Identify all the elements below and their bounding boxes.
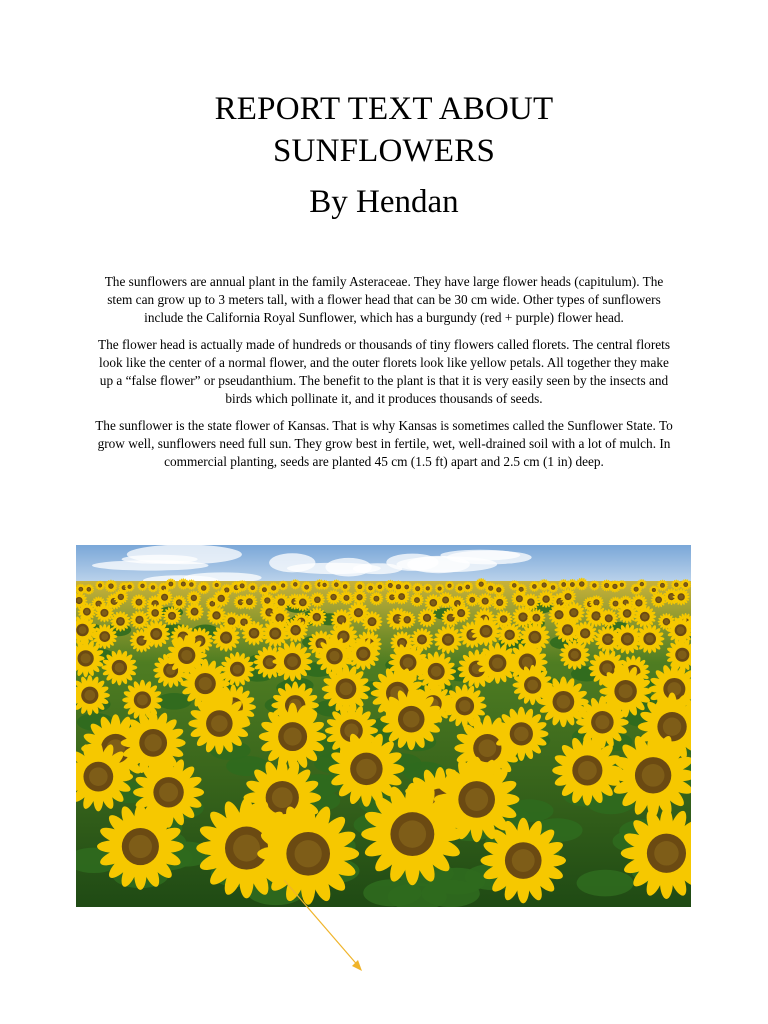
sunflower bbox=[310, 592, 325, 607]
leaf bbox=[577, 870, 634, 897]
sunflower bbox=[142, 620, 170, 648]
sunflower bbox=[268, 582, 280, 594]
annotation-arrow-icon bbox=[270, 858, 380, 978]
sunflower bbox=[165, 578, 176, 589]
sunflower bbox=[105, 580, 118, 593]
sunflower bbox=[412, 583, 424, 595]
sunflower bbox=[95, 603, 114, 622]
sunflower bbox=[410, 593, 424, 607]
leaf bbox=[156, 693, 191, 710]
sunflower bbox=[130, 610, 149, 629]
leaf bbox=[421, 880, 479, 907]
sunflower bbox=[131, 594, 147, 610]
sunflower bbox=[188, 693, 250, 755]
sunflower bbox=[259, 703, 327, 771]
sunflower bbox=[278, 581, 288, 591]
sunflower bbox=[241, 594, 257, 610]
sunflower bbox=[331, 579, 342, 590]
sunflower bbox=[423, 583, 433, 593]
sunflower bbox=[370, 592, 384, 606]
cloud bbox=[396, 556, 497, 572]
sunflower bbox=[212, 623, 240, 651]
sunflower bbox=[573, 621, 597, 645]
sunflower bbox=[185, 602, 204, 621]
sunflower bbox=[552, 735, 622, 805]
sunflower bbox=[212, 580, 222, 590]
sunflower bbox=[480, 818, 566, 904]
sunflower bbox=[339, 591, 353, 605]
document-title bbox=[0, 88, 768, 172]
sunflower bbox=[559, 640, 590, 671]
sunflower bbox=[599, 609, 618, 628]
sunflower bbox=[320, 580, 330, 590]
sunflower bbox=[497, 623, 521, 647]
sunflower bbox=[657, 580, 668, 591]
sunflower bbox=[522, 593, 540, 611]
sunflower bbox=[125, 582, 135, 592]
sunflower bbox=[322, 665, 370, 713]
sunflower bbox=[365, 583, 376, 594]
sunflower bbox=[671, 580, 681, 590]
sunflower bbox=[83, 584, 94, 595]
sunflower bbox=[416, 652, 456, 692]
sunflower-field-photo bbox=[76, 545, 691, 907]
sunflower bbox=[394, 589, 410, 605]
sunflower bbox=[493, 584, 505, 596]
sunflower bbox=[236, 580, 248, 592]
sunflower bbox=[633, 605, 656, 628]
sunflower-field-image bbox=[76, 545, 691, 907]
sunflower bbox=[272, 642, 312, 682]
sunflower bbox=[326, 590, 341, 605]
sunflower bbox=[617, 580, 627, 590]
sunflower bbox=[494, 707, 548, 761]
paragraph-3: The sunflower is the state flower of Kansas. That is why Kansas is sometimes called the Sunflower State. To grow well, sunflowers need full sun. They grow best in fertile, wet, well-drained soil with a lot of mulch. In commercial planting, seeds are planted 45 cm (1.5 ft) apart and 2.5 cm (1 in) deep. bbox=[95, 418, 673, 469]
sunflower bbox=[113, 589, 128, 604]
sunflower bbox=[465, 593, 479, 607]
sunflower bbox=[680, 579, 691, 590]
sunflower bbox=[435, 584, 445, 594]
sunflower bbox=[352, 590, 367, 605]
sunflower bbox=[163, 607, 182, 626]
sunflower bbox=[156, 589, 172, 605]
sunflower bbox=[148, 582, 158, 592]
sunflower bbox=[207, 606, 227, 626]
sunflower bbox=[673, 588, 690, 605]
sunflower bbox=[637, 579, 647, 589]
sunflower bbox=[575, 578, 588, 591]
report-body bbox=[92, 273, 676, 480]
paragraph-1: The sunflowers are annual plant in the family Asteraceae. They have large flower heads (capitulum). The stem can grow up to 3 meters tall, with a flower head that can be 30 cm wide. Other types of sunflowers include the California Royal Sunflower, which has a burgundy (red + purple) flower head. bbox=[104, 274, 664, 325]
sunflower bbox=[95, 581, 105, 591]
sunflower bbox=[197, 582, 210, 595]
sunflower bbox=[399, 611, 416, 628]
sunflower bbox=[102, 650, 138, 686]
sunflower bbox=[471, 616, 501, 646]
sunflower bbox=[247, 582, 258, 593]
sunflower bbox=[434, 625, 463, 654]
author-byline: By Hendan bbox=[309, 184, 459, 220]
sunflower bbox=[462, 581, 473, 592]
title-line-1: REPORT TEXT ABOUT bbox=[214, 91, 554, 127]
paragraph-2: The flower head is actually made of hundreds or thousands of tiny flowers called florets. The central florets look like the center of a normal flower, and the outer florets look like yellow petals. All together they make up a “false flower” or pseudanthium. The benefit to the plant is that it is very easily seen by the insects and birds which pollinate it, and it produces thousands of seeds. bbox=[97, 337, 671, 406]
sunflower bbox=[186, 579, 197, 590]
sunflower bbox=[347, 637, 380, 670]
sunflower bbox=[375, 582, 385, 592]
sunflower bbox=[491, 594, 508, 611]
sunflower bbox=[172, 595, 187, 610]
sunflower bbox=[635, 624, 665, 654]
sunflower bbox=[213, 590, 230, 607]
sunflower bbox=[290, 579, 300, 589]
sunflower bbox=[417, 608, 436, 627]
sunflower bbox=[307, 607, 327, 627]
title-line-2: SUNFLOWERS bbox=[272, 133, 496, 169]
sunflower bbox=[589, 580, 599, 590]
sunflower bbox=[617, 603, 637, 623]
sunflower bbox=[529, 581, 540, 592]
sunflower bbox=[649, 585, 659, 595]
sunflower bbox=[340, 581, 351, 592]
cloud bbox=[269, 553, 315, 572]
sunflower bbox=[380, 688, 442, 750]
cloud bbox=[122, 555, 198, 564]
sunflower bbox=[445, 581, 455, 591]
sunflower bbox=[477, 593, 493, 609]
sunflower bbox=[452, 604, 471, 623]
sunflower bbox=[137, 581, 147, 591]
sunflower bbox=[146, 604, 164, 622]
sunflower bbox=[97, 803, 184, 890]
sunflower bbox=[362, 611, 383, 632]
sunflower bbox=[283, 618, 308, 643]
sunflower bbox=[301, 582, 312, 593]
sunflower bbox=[294, 593, 312, 611]
